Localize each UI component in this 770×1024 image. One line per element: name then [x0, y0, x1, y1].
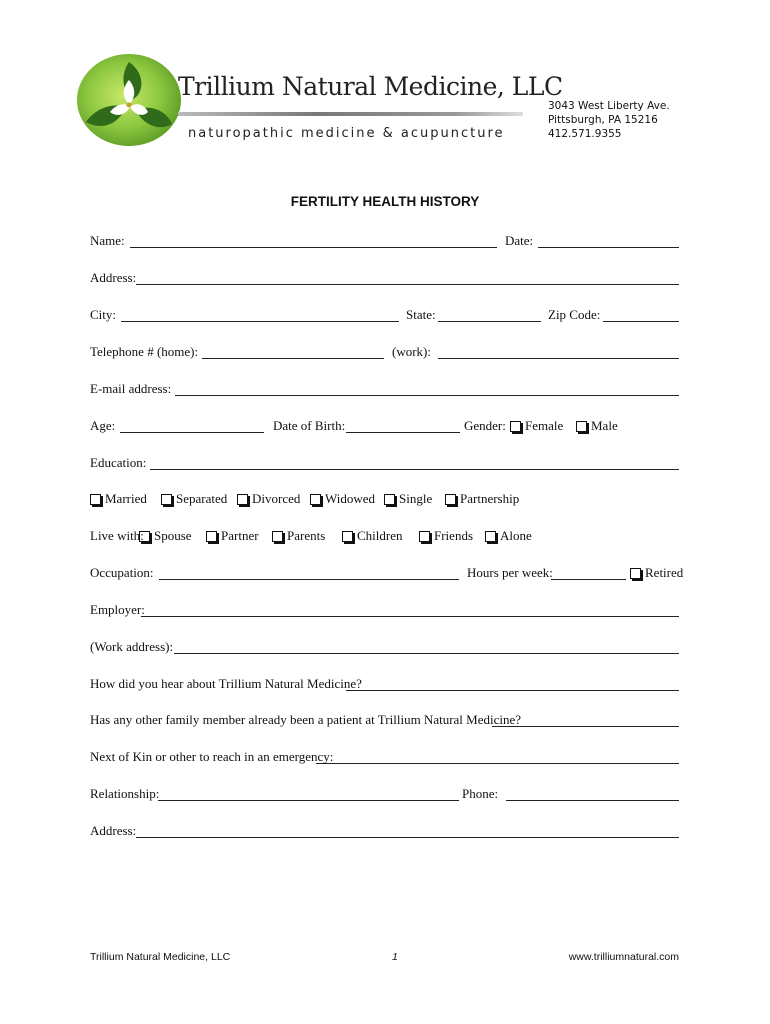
checkbox-icon [237, 494, 248, 505]
live-with-alone-checkbox[interactable] [485, 528, 532, 544]
gender-label: Gender: [464, 418, 506, 433]
employer-label: Employer: [90, 602, 145, 617]
footer-website: www.trilliumnatural.com [568, 951, 679, 963]
marital-single-checkbox[interactable] [384, 491, 432, 507]
checkbox-icon [576, 421, 587, 432]
work-address-field[interactable] [174, 653, 679, 654]
live-with-partner-label: Partner [221, 528, 259, 543]
telephone-work-label: (work): [392, 344, 431, 359]
dob-label: Date of Birth: [273, 418, 346, 433]
live-with-parents-checkbox[interactable] [272, 528, 325, 544]
zip-code-field[interactable] [603, 321, 679, 322]
checkbox-icon [630, 568, 641, 579]
employer-field[interactable] [141, 616, 679, 617]
kin-address-field[interactable] [136, 837, 679, 838]
next-of-kin-field[interactable] [316, 763, 679, 764]
next-of-kin-label: Next of Kin or other to reach in an emergency: [90, 749, 334, 764]
family-patient-label: Has any other family member already been a patient at Trillium Natural Medicine? [90, 712, 522, 727]
telephone-home-label: Telephone # (home): [90, 344, 199, 359]
live-with-label: Live with: [90, 528, 144, 543]
logo-brush-stroke [178, 112, 523, 116]
marital-widowed-label: Widowed [325, 491, 376, 506]
checkbox-icon [384, 494, 395, 505]
checkbox-icon [419, 531, 430, 542]
form-title: FERTILITY HEALTH HISTORY [290, 194, 480, 209]
company-phone: 412.571.9355 [548, 128, 622, 140]
checkbox-icon [310, 494, 321, 505]
gender-female-checkbox[interactable] [510, 418, 563, 434]
education-field[interactable] [150, 469, 679, 470]
marital-separated-checkbox[interactable] [161, 491, 227, 507]
address-label: Address: [90, 270, 137, 285]
marital-divorced-checkbox[interactable] [237, 491, 300, 507]
name-field[interactable] [130, 247, 497, 248]
kin-address-label: Address: [90, 823, 137, 838]
live-with-children-label: Children [357, 528, 403, 543]
gender-male-label: Male [591, 418, 618, 433]
marital-married-label: Married [105, 491, 147, 506]
company-tagline: naturopathic medicine & acupuncture [188, 126, 505, 141]
marital-partnership-checkbox[interactable] [445, 491, 519, 507]
checkbox-icon [445, 494, 456, 505]
telephone-home-field[interactable] [202, 358, 384, 359]
city-label: City: [90, 307, 117, 322]
address-line-1: 3043 West Liberty Ave. [548, 100, 670, 112]
email-label: E-mail address: [90, 381, 172, 396]
marital-single-label: Single [399, 491, 433, 506]
marital-widowed-checkbox[interactable] [310, 491, 375, 507]
marital-divorced-label: Divorced [252, 491, 301, 506]
occupation-field[interactable] [159, 579, 459, 580]
live-with-children-checkbox[interactable] [342, 528, 403, 544]
checkbox-icon [161, 494, 172, 505]
marital-partnership-label: Partnership [460, 491, 520, 506]
age-label: Age: [90, 418, 116, 433]
gender-male-checkbox[interactable] [576, 418, 618, 434]
checkbox-icon [510, 421, 521, 432]
live-with-friends-checkbox[interactable] [419, 528, 473, 544]
city-field[interactable] [121, 321, 399, 322]
hear-about-field[interactable] [346, 690, 679, 691]
trillium-logo-icon [74, 52, 184, 152]
address-line-2: Pittsburgh, PA 15216 [548, 114, 658, 126]
live-with-alone-label: Alone [500, 528, 532, 543]
retired-checkbox[interactable] [630, 565, 683, 581]
kin-phone-label: Phone: [462, 786, 499, 801]
family-patient-field[interactable] [492, 726, 679, 727]
marital-separated-label: Separated [176, 491, 228, 506]
kin-phone-field[interactable] [506, 800, 679, 801]
checkbox-icon [139, 531, 150, 542]
logo [74, 52, 184, 152]
telephone-work-field[interactable] [438, 358, 679, 359]
marital-married-checkbox[interactable] [90, 491, 147, 507]
live-with-friends-label: Friends [434, 528, 473, 543]
relationship-label: Relationship: [90, 786, 160, 801]
checkbox-icon [485, 531, 496, 542]
occupation-label: Occupation: [90, 565, 154, 580]
dob-field[interactable] [346, 432, 460, 433]
live-with-partner-checkbox[interactable] [206, 528, 259, 544]
live-with-spouse-checkbox[interactable] [139, 528, 192, 544]
name-label: Name: [90, 233, 125, 248]
footer-company: Trillium Natural Medicine, LLC [90, 951, 231, 963]
live-with-spouse-label: Spouse [154, 528, 192, 543]
checkbox-icon [272, 531, 283, 542]
state-field[interactable] [438, 321, 541, 322]
date-field[interactable] [538, 247, 679, 248]
retired-label: Retired [645, 565, 684, 580]
hours-per-week-field[interactable] [551, 579, 626, 580]
date-label: Date: [505, 233, 534, 248]
company-name: Trillium Natural Medicine, LLC [178, 72, 563, 101]
checkbox-icon [342, 531, 353, 542]
hear-about-label: How did you hear about Trillium Natural Medicine? [90, 676, 362, 691]
company-address [548, 99, 670, 141]
state-label: State: [406, 307, 436, 322]
page-number: 1 [392, 951, 398, 963]
address-field[interactable] [136, 284, 679, 285]
gender-female-label: Female [525, 418, 564, 433]
email-field[interactable] [175, 395, 679, 396]
zip-code-label: Zip Code: [548, 307, 601, 322]
hours-per-week-label: Hours per week: [467, 565, 553, 580]
relationship-field[interactable] [158, 800, 459, 801]
age-field[interactable] [120, 432, 264, 433]
checkbox-icon [90, 494, 101, 505]
education-label: Education: [90, 455, 147, 470]
checkbox-icon [206, 531, 217, 542]
work-address-label: (Work address): [90, 639, 174, 654]
live-with-parents-label: Parents [287, 528, 326, 543]
